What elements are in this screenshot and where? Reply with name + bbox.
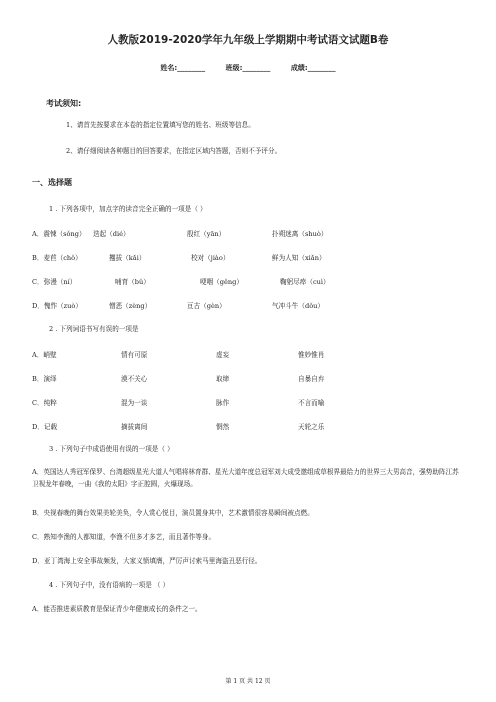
option-cell: 鲜为人知（xiǎn） (272, 254, 326, 262)
question-stem-2: 2 . 下列词语书写有误的一项是 (49, 325, 139, 333)
option-cell: C．纯粹 (32, 399, 57, 407)
question-stem-4: 4 . 下列句子中，没有语病的一项是 （ ） (49, 581, 170, 589)
option-cell: 自暴自弃 (298, 375, 325, 383)
option-cell: A．峭壁 (32, 351, 57, 359)
option-cell: 惘然 (216, 423, 230, 431)
option-cell: 憎恶（zèng） (109, 302, 152, 310)
option-cell: 混为一谈 (121, 399, 148, 407)
option-cell: 扑朔迷离（shuò） (272, 230, 328, 238)
option-cell: 亘古（gèn） (187, 302, 226, 310)
option-cell: 不言而喻 (298, 399, 325, 407)
option-cell: D．愧怍（zuò） (32, 302, 82, 310)
score-field: 成绩:________ (290, 64, 336, 72)
option-cell: C．弥漫（ní） (32, 278, 77, 286)
option-line: A．能否推进素质教育是保证青少年健康成长的条件之一。 (32, 605, 202, 613)
option-cell: 脉作 (216, 399, 230, 407)
option-cell: 惟妙惟肖 (298, 351, 325, 359)
notes-item: 1、请首先按要求在本卷的指定位置填写您的姓名、班级等信息。 (66, 121, 255, 129)
notes-item: 2、请仔细阅读各种题目的回答要求，在指定区域内答题，否则不予评分。 (66, 147, 282, 155)
option-cell: 哽咽（gěng） (200, 278, 243, 286)
option-cell: 哺育（bǔ） (115, 278, 150, 286)
option-cell: 攫拔（kǎi） (109, 254, 146, 262)
notes-heading: 考试须知: (46, 99, 82, 108)
question-stem-3: 3 . 下列句子中成语使用有误的一项是（ ） (49, 445, 174, 453)
option-cell: 迭起（dié） (93, 230, 130, 238)
option-cell: 天轮之乐 (298, 423, 325, 431)
page-footer: 第 1 页 共 12 页 (225, 678, 271, 685)
option-cell: 漠不关心 (121, 375, 148, 383)
option-cell: B．麦苣（chǒ） (32, 254, 82, 262)
class-field: 班级:________ (225, 64, 271, 72)
option-cell: 取缔 (216, 375, 230, 383)
option-cell: D．记载 (32, 423, 58, 431)
option-cell: 校对（jiào） (191, 254, 230, 262)
option-cell: A．震悚（sǒng） (32, 230, 86, 238)
option-cell: 鞠躬尽瘁（cuì） (280, 278, 330, 286)
option-line: B．央视春晚的舞台效果美轮美奂，令人赏心悦目，演员置身其中，艺术激情很容易瞬间被点燃。 (32, 509, 314, 517)
option-cell: B．演绎 (32, 375, 57, 383)
section-heading: 一、选择题 (32, 178, 72, 187)
option-cell: 摘拔离间 (121, 423, 148, 431)
option-cell: 情有可原 (121, 351, 148, 359)
option-line: C．熟知李渔的人都知道，李渔不但多才多艺，而且著作等身。 (32, 533, 216, 541)
option-cell: 殷红（yān） (187, 230, 226, 238)
name-field: 姓名:________ (160, 64, 206, 72)
page-title: 人教版2019-2020学年九年级上学期期中考试语文试题B卷 (107, 34, 389, 46)
option-cell: 虚妄 (216, 351, 230, 359)
option-line: D．亚丁湾海上安全事故频发，大家义愤填膺，严厉声讨索马里海盗丑恶行径。 (32, 557, 262, 565)
student-info (0, 63, 496, 73)
option-cell: 气冲斗牛（dǒu） (272, 302, 324, 310)
question-stem-1: 1 . 下列各项中，加点字的读音完全正确的一项是（ ） (49, 205, 207, 213)
option-paragraph: A．英国达人秀冠军保罗、台湾超级星光大道人气唱将林育群、星光大道年度总冠军刘大成受邀组成草根界最给力的世界三大男高音，强势助阵江苏卫视龙年春晚，一曲《我的太阳》字正腔圆，火爆现场。 (32, 468, 459, 488)
